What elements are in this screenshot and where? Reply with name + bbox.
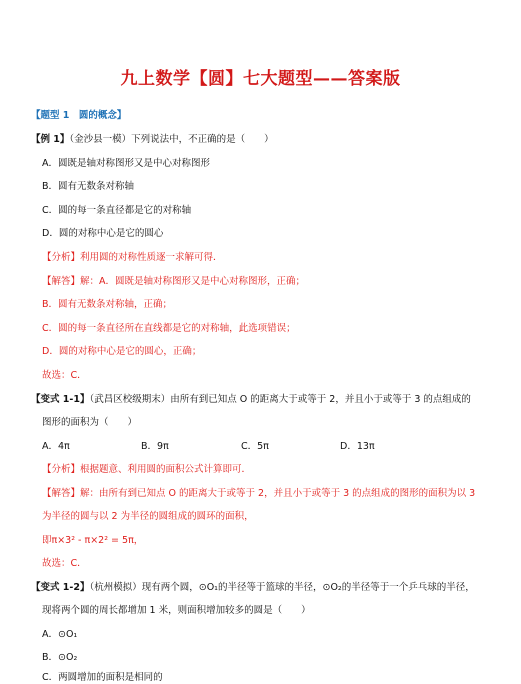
example1-answer-line: C．圆的每一条直径所在直线都是它的对称轴，此选项错误； xyxy=(42,323,296,334)
document-title: 九上数学【圆】七大题型——答案版 xyxy=(120,69,401,89)
variant1-option-c: C．5π xyxy=(241,441,269,452)
example1-option-b: B．圆有无数条对称轴 xyxy=(42,181,135,192)
variant2-stem xyxy=(31,582,475,594)
variant1-formula: 即π×3² - π×2² = 5π， xyxy=(42,535,144,546)
variant1-choice: 故选：C． xyxy=(42,558,87,569)
variant1-stem xyxy=(31,394,471,406)
example1-text: （金沙县一模）下列说法中，不正确的是（ ） xyxy=(69,134,274,145)
variant1-option-a: A．4π xyxy=(42,441,70,452)
variant1-option-d: D．13π xyxy=(340,441,375,452)
example1-choice: 故选：C． xyxy=(42,370,87,381)
example1-option-a: A．圆既是轴对称图形又是中心对称图形 xyxy=(42,158,210,169)
example1-option-c: C．圆的每一条直径都是它的对称轴 xyxy=(42,205,192,216)
variant2-text: （杭州模拟）现有两个圆，⊙O₁的半径等于篮球的半径，⊙O₂的半径等于一个乒乓球的半径， xyxy=(89,582,475,593)
variant1-analysis: 【分析】根据题意、利用圆的面积公式计算即可． xyxy=(42,464,252,475)
variant2-label: 【变式 1-2】 xyxy=(31,582,90,593)
example1-stem xyxy=(31,134,274,146)
example1-label: 【例 1】 xyxy=(31,134,70,145)
variant1-stem-line2: 图形的面积为（ ） xyxy=(42,417,138,428)
variant1-answer-line1: 【解答】解：由所有到已知点 O 的距离大于或等于 2，并且小于或等于 3 的点组成的图形的面积为以 3 xyxy=(42,488,476,499)
example1-answer-line: B．圆有无数条对称轴，正确； xyxy=(42,299,173,310)
variant1-answer-line2: 为半径的圆与以 2 为半径的圆组成的圆环的面积， xyxy=(42,511,254,522)
variant2-option-a: A．⊙O₁ xyxy=(42,629,78,640)
variant2-option-b: B．⊙O₂ xyxy=(42,652,78,663)
variant1-label: 【变式 1-1】 xyxy=(31,394,90,405)
variant2-stem-line2: 现将两个圆的周长都增加 1 米，则面积增加较多的圆是（ ） xyxy=(42,605,311,616)
example1-option-d: D．圆的对称中心是它的圆心 xyxy=(42,228,164,239)
variant1-option-b: B．9π xyxy=(141,441,169,452)
example1-answer-line: 【解答】解：A．圆既是轴对称图形又是中心对称图形，正确； xyxy=(42,276,305,287)
example1-answer-line: D．圆的对称中心是它的圆心，正确； xyxy=(42,346,202,357)
section-heading: 【题型 1 圆的概念】 xyxy=(31,110,127,121)
example1-analysis: 【分析】利用圆的对称性质逐一求解可得． xyxy=(42,252,223,263)
variant2-option-c: C．两圆增加的面积是相同的 xyxy=(42,672,163,683)
variant1-text: （武昌区校级期末）由所有到已知点 O 的距离大于或等于 2，并且小于或等于 3 的点组成的 xyxy=(89,394,471,405)
